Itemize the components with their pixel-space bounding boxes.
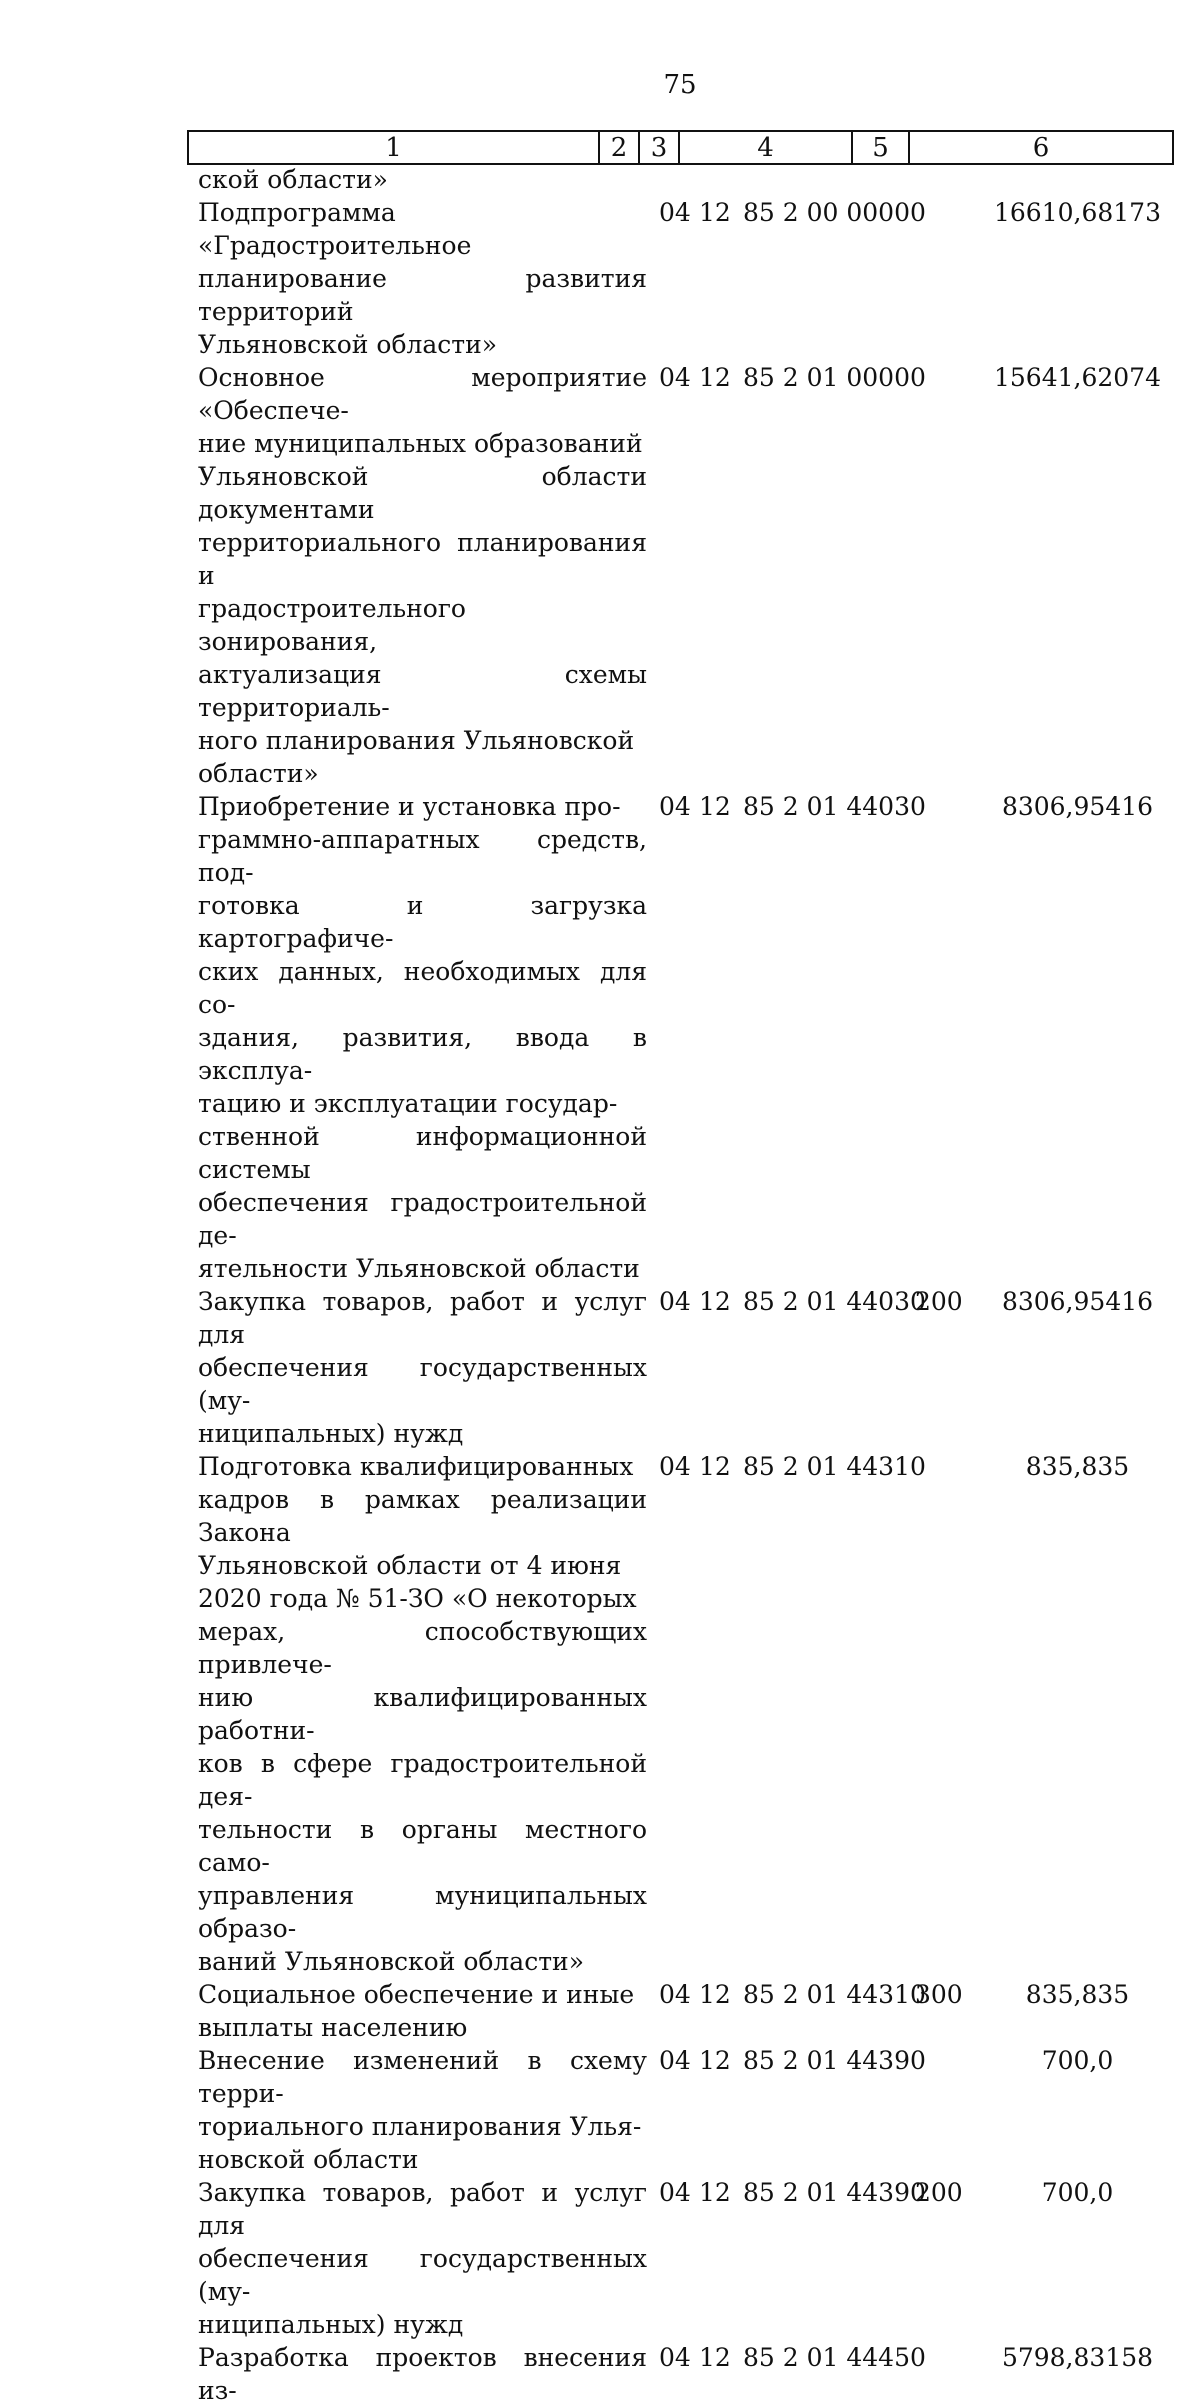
table-header bbox=[187, 130, 1174, 165]
row-name: Внесение изменений в схему терри- ториального планирования Улья- новской области bbox=[198, 2046, 647, 2174]
row-expense-type: 300 bbox=[915, 1980, 963, 2009]
header-col-2: 2 bbox=[600, 132, 640, 163]
row-section: 04 bbox=[659, 2046, 691, 2075]
row-section: 04 bbox=[659, 1287, 691, 1316]
row-subsection: 12 bbox=[699, 2178, 731, 2207]
table-row bbox=[0, 790, 1200, 1285]
table-row bbox=[0, 2341, 1200, 2407]
table-row bbox=[0, 196, 1200, 361]
table-row bbox=[0, 1285, 1200, 1450]
row-target-code: 85 2 01 44030 bbox=[743, 792, 926, 821]
row-name: Подготовка квалифицированных кадров в рамках реализации Закона Ульяновской области от 4 июня 2020 года № 51-ЗО «О некоторых мерах, способствующих привлече- нию квалифицированных работни- ков в сфере градостроительной дея- тельности в органы местного само- управления муниципальных образо- ваний Ульяновской области» bbox=[198, 1452, 647, 1976]
row-section: 04 bbox=[659, 1980, 691, 2009]
row-target-code: 85 2 01 44450 bbox=[743, 2343, 926, 2372]
table-row bbox=[0, 2044, 1200, 2176]
row-amount: 700,0 bbox=[1041, 2178, 1114, 2207]
table-row bbox=[0, 1450, 1200, 1978]
row-target-code: 85 2 01 44030 bbox=[743, 1287, 926, 1316]
row-name: Закупка товаров, работ и услуг для обеспечения государственных (му- ниципальных) нужд bbox=[198, 2178, 647, 2339]
row-section: 04 bbox=[659, 363, 691, 392]
row-subsection: 12 bbox=[699, 2046, 731, 2075]
row-section: 04 bbox=[659, 198, 691, 227]
table-row bbox=[0, 163, 1200, 196]
header-col-5: 5 bbox=[853, 132, 910, 163]
row-amount: 5798,83158 bbox=[1001, 2343, 1154, 2372]
row-target-code: 85 2 00 00000 bbox=[743, 198, 926, 227]
row-expense-type: 200 bbox=[915, 2178, 963, 2207]
row-name: Подпрограмма «Градостроительное планирование развития территорий Ульяновской области» bbox=[198, 198, 647, 359]
row-subsection: 12 bbox=[699, 363, 731, 392]
row-amount: 8306,95416 bbox=[1001, 792, 1154, 821]
row-subsection: 12 bbox=[699, 1287, 731, 1316]
row-target-code: 85 2 01 44390 bbox=[743, 2178, 926, 2207]
row-amount: 700,0 bbox=[1041, 2046, 1114, 2075]
table-row bbox=[0, 361, 1200, 790]
row-name: Социальное обеспечение и иные выплаты населению bbox=[198, 1980, 635, 2042]
row-name: Разработка проектов внесения из- bbox=[198, 2343, 647, 2405]
row-target-code: 85 2 01 44310 bbox=[743, 1980, 926, 2009]
row-amount: 8306,95416 bbox=[1001, 1287, 1154, 1316]
row-section: 04 bbox=[659, 1452, 691, 1481]
row-name: Основное мероприятие «Обеспече- ние муниципальных образований Ульяновской области документами территориального планирования и градостроительного зонирования, актуализация схемы территориаль- ного планирования Ульяновской области» bbox=[198, 363, 647, 788]
row-section: 04 bbox=[659, 2343, 691, 2372]
row-amount: 835,835 bbox=[1025, 1980, 1130, 2009]
table-body bbox=[0, 163, 1200, 2407]
row-expense-type: 200 bbox=[915, 1287, 963, 1316]
row-subsection: 12 bbox=[699, 792, 731, 821]
row-subsection: 12 bbox=[699, 1452, 731, 1481]
page-number: 75 bbox=[663, 70, 697, 100]
table-row bbox=[0, 1978, 1200, 2044]
header-col-6: 6 bbox=[1032, 133, 1050, 163]
table-row bbox=[0, 2176, 1200, 2341]
header-col-4: 4 bbox=[680, 132, 853, 163]
row-section: 04 bbox=[659, 2178, 691, 2207]
row-target-code: 85 2 01 44310 bbox=[743, 1452, 926, 1481]
row-target-code: 85 2 01 00000 bbox=[743, 363, 926, 392]
row-name: Закупка товаров, работ и услуг для обеспечения государственных (му- ниципальных) нужд bbox=[198, 1287, 647, 1448]
header-col-1: 1 bbox=[189, 132, 600, 163]
row-amount: 15641,62074 bbox=[993, 363, 1161, 392]
row-subsection: 12 bbox=[699, 198, 731, 227]
row-name: Приобретение и установка про- граммно-аппаратных средств, под- готовка и загрузка картографиче- ских данных, необходимых для со- здания, развития, ввода в эксплуа- тацию и эксплуатации государ- ственной информационной системы обеспечения градостроительной де- ятельности Ульяновской области bbox=[198, 792, 647, 1283]
row-subsection: 12 bbox=[699, 1980, 731, 2009]
row-subsection: 12 bbox=[699, 2343, 731, 2372]
row-section: 04 bbox=[659, 792, 691, 821]
row-name: ской области» bbox=[198, 165, 388, 194]
header-col-3: 3 bbox=[640, 132, 680, 163]
row-target-code: 85 2 01 44390 bbox=[743, 2046, 926, 2075]
row-amount: 16610,68173 bbox=[993, 198, 1161, 227]
row-amount: 835,835 bbox=[1025, 1452, 1130, 1481]
